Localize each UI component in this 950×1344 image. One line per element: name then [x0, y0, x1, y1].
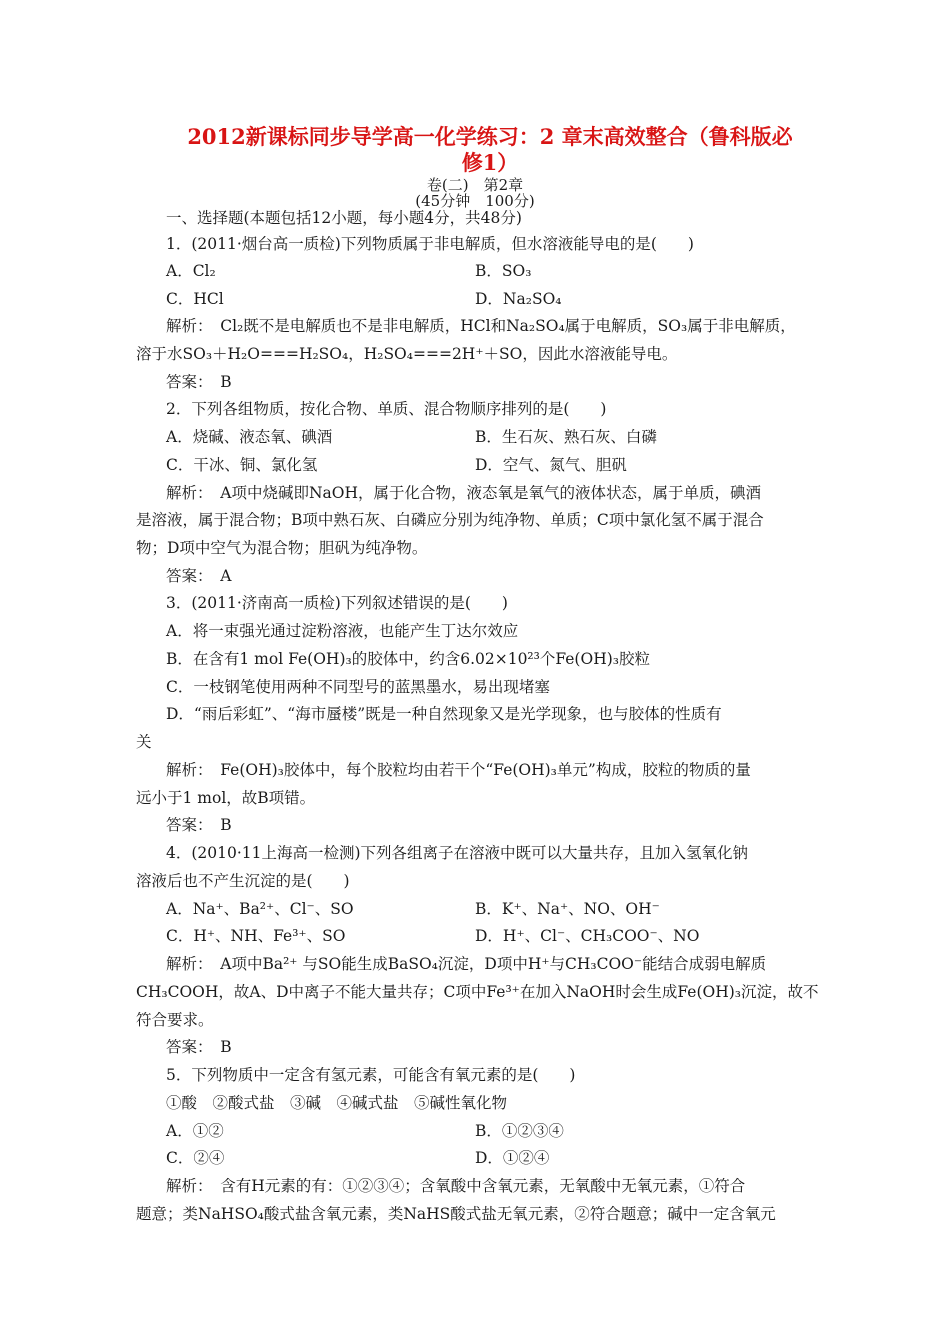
q1-option-a: A．Cl₂: [166, 262, 216, 280]
q1-answer: 答案： B: [166, 373, 232, 391]
q1-option-c: C．HCl: [166, 290, 224, 308]
q3-option-d-2: 关: [136, 733, 152, 751]
q3-explanation-2: 远小于1 mol，故B项错。: [136, 789, 316, 807]
title-line-1: 2012新课标同步导学高一化学练习：2 章末高效整合（鲁科版必: [187, 124, 793, 149]
q3-option-a: A．将一束强光通过淀粉溶液，也能产生丁达尔效应: [166, 622, 519, 640]
q3-option-b: B．在含有1 mol Fe(OH)₃的胶体中，约含6.02×10²³个Fe(OH)₃胶粒: [166, 650, 650, 668]
q5-option-d: D．①②④: [475, 1149, 550, 1167]
q3-stem: 3．(2011·济南高一质检)下列叙述错误的是( ): [166, 594, 508, 612]
title-line-2: 修1）: [461, 150, 519, 175]
q4-stem-1: 4．(2010·11上海高一检测)下列各组离子在溶液中既可以大量共存，且加入氢氧化钠: [166, 844, 749, 862]
q2-option-b: B．生石灰、熟石灰、白磷: [475, 428, 657, 446]
q3-option-c: C．一枝钢笔使用两种不同型号的蓝黑墨水，易出现堵塞: [166, 678, 550, 696]
document-title: [150, 124, 830, 176]
q2-option-d: D．空气、氮气、胆矾: [475, 456, 627, 474]
q4-option-a: A．Na⁺、Ba²⁺、Cl⁻、SO: [166, 900, 354, 918]
q1-option-d: D．Na₂SO₄: [475, 290, 562, 308]
q5-items: ①酸 ②酸式盐 ③碱 ④碱式盐 ⑤碱性氧化物: [166, 1094, 508, 1112]
q4-answer: 答案： B: [166, 1038, 232, 1056]
q5-option-b: B．①②③④: [475, 1122, 564, 1140]
volume-label: 卷(二) 第2章: [426, 176, 524, 194]
q1-stem: 1．(2011·烟台高一质检)下列物质属于非电解质，但水溶液能导电的是( ): [166, 235, 694, 253]
q1-explanation-2: 溶于水SO₃＋H₂O===H₂SO₄，H₂SO₄===2H⁺＋SO，因此水溶液能导电。: [136, 345, 678, 363]
time-score: (45分钟 100分): [415, 192, 535, 210]
q4-explanation-3: 符合要求。: [136, 1011, 214, 1029]
q5-explanation-1: 解析： 含有H元素的有：①②③④；含氧酸中含氧元素，无氧酸中无氧元素，①符合: [166, 1177, 746, 1195]
q4-stem-2: 溶液后也不产生沉淀的是( ): [136, 872, 350, 890]
q5-stem: 5．下列物质中一定含有氢元素，可能含有氧元素的是( ): [166, 1066, 576, 1084]
section-heading: 一、选择题(本题包括12小题，每小题4分，共48分): [166, 209, 522, 227]
q2-option-a: A．烧碱、液态氧、碘酒: [166, 428, 333, 446]
q2-explanation-1: 解析： A项中烧碱即NaOH，属于化合物，液态氧是氧气的液体状态，属于单质，碘酒: [166, 484, 761, 502]
q5-option-a: A．①②: [166, 1122, 224, 1140]
q3-answer: 答案： B: [166, 816, 232, 834]
q4-option-d: D．H⁺、Cl⁻、CH₃COO⁻、NO: [475, 927, 700, 945]
q5-explanation-2: 题意；类NaHSO₄酸式盐含氧元素，类NaHS酸式盐无氧元素，②符合题意；碱中一定含氧元: [136, 1205, 776, 1223]
q1-explanation-1: 解析： Cl₂既不是电解质也不是非电解质，HCl和Na₂SO₄属于电解质，SO₃属于非电解质，: [166, 317, 796, 335]
q4-option-c: C．H⁺、NH、Fe³⁺、SO: [166, 927, 346, 945]
q2-explanation-3: 物；D项中空气为混合物；胆矾为纯净物。: [136, 539, 428, 557]
q4-explanation-1: 解析： A项中Ba²⁺ 与SO能生成BaSO₄沉淀，D项中H⁺与CH₃COO⁻能结合成弱电解质: [166, 955, 767, 973]
q3-option-d-1: D．“雨后彩虹”、“海市蜃楼”既是一种自然现象又是光学现象，也与胶体的性质有: [166, 705, 722, 723]
q4-explanation-2: CH₃COOH，故A、D中离子不能大量共存；C项中Fe³⁺在加入NaOH时会生成Fe(OH)₃沉淀，故不: [136, 983, 819, 1001]
q4-option-b: B．K⁺、Na⁺、NO、OH⁻: [475, 900, 660, 918]
q3-explanation-1: 解析： Fe(OH)₃胶体中，每个胶粒均由若干个“Fe(OH)₃单元”构成，胶粒的物质的量: [166, 761, 751, 779]
q2-option-c: C．干冰、铜、氯化氢: [166, 456, 318, 474]
q5-option-c: C．②④: [166, 1149, 225, 1167]
q2-explanation-2: 是溶液，属于混合物；B项中熟石灰、白磷应分别为纯净物、单质；C项中氯化氢不属于混合: [136, 511, 764, 529]
q2-answer: 答案： A: [166, 567, 232, 585]
q1-option-b: B．SO₃: [475, 262, 532, 280]
q2-stem: 2．下列各组物质，按化合物、单质、混合物顺序排列的是( ): [166, 400, 607, 418]
